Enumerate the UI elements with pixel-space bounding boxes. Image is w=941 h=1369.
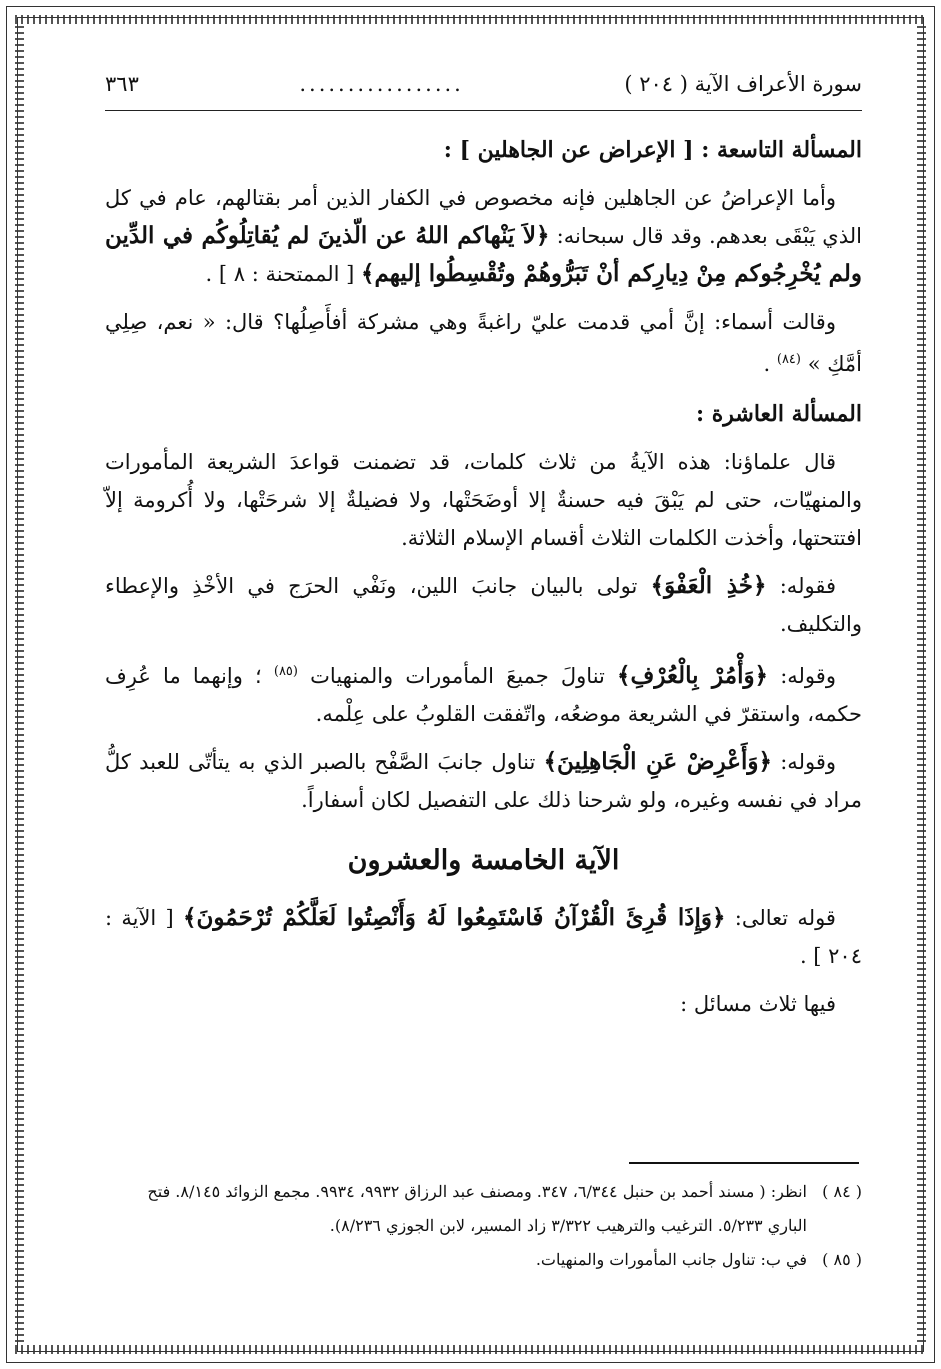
page-number: ٣٦٣ — [105, 72, 139, 96]
text-run: تناول جانبَ الصَّفْح بالصبر الذي به يتأتّى للعبد كلُّ مراد في نفسه وغيره، ولو شرحنا ذلك على التفصيل لكان أسفاراً. — [105, 750, 862, 812]
paragraph-s10-3 — [105, 653, 862, 733]
text-run: تولى بالبيان جانبَ اللين، ونَفْي الحرَج في الأخْذِ والإعطاء والتكليف. — [105, 574, 862, 636]
footnote-separator — [629, 1162, 859, 1164]
citation: [ الآية : ٢٠٤ ] . — [105, 906, 862, 968]
footnote-number: ( ٨٥ ) — [822, 1250, 862, 1269]
footnote-ref-85: (٨٥) — [273, 664, 298, 679]
quran-quote: ﴿وَأْمُرْ بِالْعُرْفِ﴾ — [617, 662, 769, 689]
citation: [ الممتحنة : ٨ ] . — [205, 262, 355, 286]
text-run: . — [763, 352, 771, 376]
footnote-84 — [105, 1175, 862, 1243]
quran-quote: ﴿خُذِ الْعَفْوَ﴾ — [650, 572, 767, 599]
footnotes — [105, 1175, 862, 1277]
text-run: قوله تعالى: — [734, 906, 836, 930]
text-run: وقوله: — [780, 750, 836, 774]
quran-quote: ﴿لاَ يَنْهاكم اللهُ عن الّذينَ لم يُقاتِلُوكُم في الدِّين ولم يُخْرِجُوكم مِنْ دِيارِكم أنْ تَبَرُّوهُمْ وتُقْسِطُوا إليهم﴾ — [105, 222, 862, 287]
text-run: ؛ وإنهما ما عُرِف حكمه، واستقرّ في الشريعة موضعُه، واتّفقت القلوبُ على عِلْمه. — [105, 664, 862, 726]
footnote-number: ( ٨٤ ) — [822, 1182, 862, 1201]
paragraph-s9-2 — [105, 303, 862, 383]
paragraph-s9-1 — [105, 179, 862, 293]
footnote-text: انظر: ( مسند أحمد بن حنبل ٦/٣٤٤، ٣٤٧. ومصنف عبد الرزاق ٩٩٣٢، ٩٩٣٤. مجمع الزوائد ٨/١٤٥. فتح الباري ٥/٢٣٣. الترغيب والترهيب ٣/٣٢٢ زاد المسير، لابن الجوزي ٨/٢٣٦). — [147, 1182, 807, 1235]
text-run: وقوله: — [780, 664, 836, 688]
text-run: وقالت أسماء: إنَّ أمي قدمت عليّ راغبةً وهي مشركة أفأَصِلُها؟ قال: « نعم، صِلِي أمَّكِ » — [105, 310, 862, 376]
section-heading-10: المسألة العاشرة : — [695, 401, 862, 427]
section-heading-9: المسألة التاسعة : [ الإعراض عن الجاهلين ] : — [443, 137, 862, 163]
paragraph-ayah-1 — [105, 899, 862, 975]
text-run: فقوله: — [779, 574, 836, 598]
paragraph-s10-4 — [105, 743, 862, 819]
running-header — [105, 58, 862, 111]
quran-quote: ﴿وَأَعْرِضْ عَنِ الْجَاهِلِينَ﴾ — [543, 748, 773, 775]
ayah-title: الآية الخامسة والعشرون — [347, 845, 620, 876]
footnote-85 — [105, 1243, 862, 1277]
paragraph-s10-2 — [105, 567, 862, 643]
text-run: تناولَ جميعَ المأمورات والمنهيات — [310, 664, 605, 688]
footnote-text: في ب: تناول جانب المأمورات والمنهيات. — [535, 1250, 807, 1269]
page-body — [105, 58, 862, 1033]
header-title: سورة الأعراف الآية ( ٢٠٤ ) — [624, 72, 862, 96]
header-leader-dots: ................. — [299, 72, 464, 96]
paragraph-s10-1: قال علماؤنا: هذه الآيةُ من ثلاث كلمات، قد تضمنت قواعدَ الشريعة المأمورات والمنهيّات، حتى لم يَبْقَ فيه حسنةٌ إلا أوضَحَتْها، ولا فضيلةٌ إلا شرحَتْها، ولا أُكرومة إلاّ افتتحتها، وأخذت الكلمات الثلاث أقسام الإسلام الثلاثة. — [105, 450, 862, 550]
text-run: وأما الإعراضُ عن الجاهلين فإنه مخصوص في الكفار الذين أمر بقتالهم، عام في كل الذي يَبْقَى بعدهم. وقد قال سبحانه: — [105, 186, 862, 248]
footnote-ref-84: (٨٤) — [776, 352, 801, 367]
quran-quote: ﴿وَإِذَا قُرِئَ الْقُرْآنُ فَاسْتَمِعُوا لَهُ وَأَنْصِتُوا لَعَلَّكُمْ تُرْحَمُونَ﴾ — [183, 904, 726, 931]
paragraph-ayah-2: فيها ثلاث مسائل : — [680, 992, 836, 1016]
